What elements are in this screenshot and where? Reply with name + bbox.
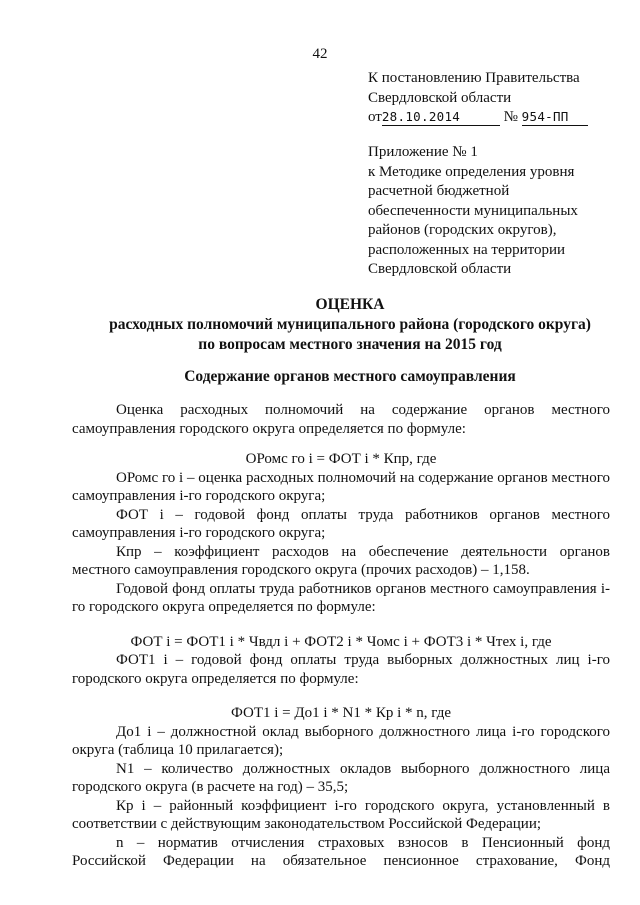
document-body [72,401,610,871]
appendix-line: расчетной бюджетной [368,183,510,199]
paragraph: N1 – количество должностных окладов выборного должностного лица городского округа (в расчете на год) – 35,5; [72,760,610,795]
paragraph: Оценка расходных полномочий на содержание органов местного самоуправления городского округа определяется по формуле: [72,402,610,437]
paragraph: Годовой фонд оплаты труда работников органов местного самоуправления i-го городского округа определяется по формуле: [72,580,610,615]
number-prefix: № [503,109,518,125]
formula-fot1: ФОТ1 i = До1 i * N1 * Кр i * n, где [230,705,451,721]
formula-omsu: ОРомс го i = ФОТ i * Кпр, где [245,451,437,467]
header-line-1: К постановлению Правительства [368,70,580,86]
page-number: 42 [312,46,328,62]
handwritten-number: 954-ПП [522,109,588,126]
appendix-line: Свердловской области [368,261,512,277]
paragraph: ОРомс го i – оценка расходных полномочий на содержание органов местного самоуправления i-го городского округа; [72,469,610,504]
appendix-title: Приложение № 1 [368,144,478,160]
header-line-2: Свердловской области [368,89,512,106]
handwritten-date: 28.10.2014 [382,109,500,126]
appendix-line: районов (городских округов), [368,222,557,238]
title-line-1: ОЦЕНКА [315,296,385,313]
section-title: Содержание органов местного самоуправления [184,368,516,385]
paragraph: Кр i – районный коэффициент i-го городского округа, установленный в соответствии с действующим законодательством Российской Федерации; [72,797,610,832]
spacer [72,438,610,450]
spacer [72,617,610,633]
spacer [72,688,610,704]
paragraph: Кпр – коэффициент расходов на обеспечение деятельности органов местного самоуправления городского округа (прочих расходов) – 1,158. [72,543,610,578]
resolution-reference [368,69,618,128]
appendix-line: к Методике определения уровня [368,163,575,180]
title-line-3: по вопросам местного значения на 2015 год [198,336,502,353]
paragraph: ФОТ i – годовой фонд оплаты труда работников органов местного самоуправления i-го городского округа; [72,506,610,541]
formula-fot: ФОТ i = ФОТ1 i * Чвдл i + ФОТ2 i * Чомс i + ФОТ3 i * Чтех i, где [130,633,552,650]
paragraph: n – норматив отчисления страховых взносов в Пенсионный фонд Российской Федерации на обязательное пенсионное страхование, Фонд [72,834,610,869]
appendix-block [368,143,618,280]
header-date-line [368,108,618,128]
date-prefix: от [368,109,382,125]
paragraph: ФОТ1 i – годовой фонд оплаты труда выборных должностных лиц i-го городского округа определяется по формуле: [72,652,610,687]
appendix-line: расположенных на территории [368,241,566,258]
appendix-line: обеспеченности муниципальных [368,202,578,219]
document-title [60,295,640,355]
paragraph: До1 i – должностной оклад выборного должностного лица i-го городского округа (таблица 10 прилагается); [72,723,610,758]
title-line-2: расходных полномочий муниципального района (городского округа) [109,316,591,333]
